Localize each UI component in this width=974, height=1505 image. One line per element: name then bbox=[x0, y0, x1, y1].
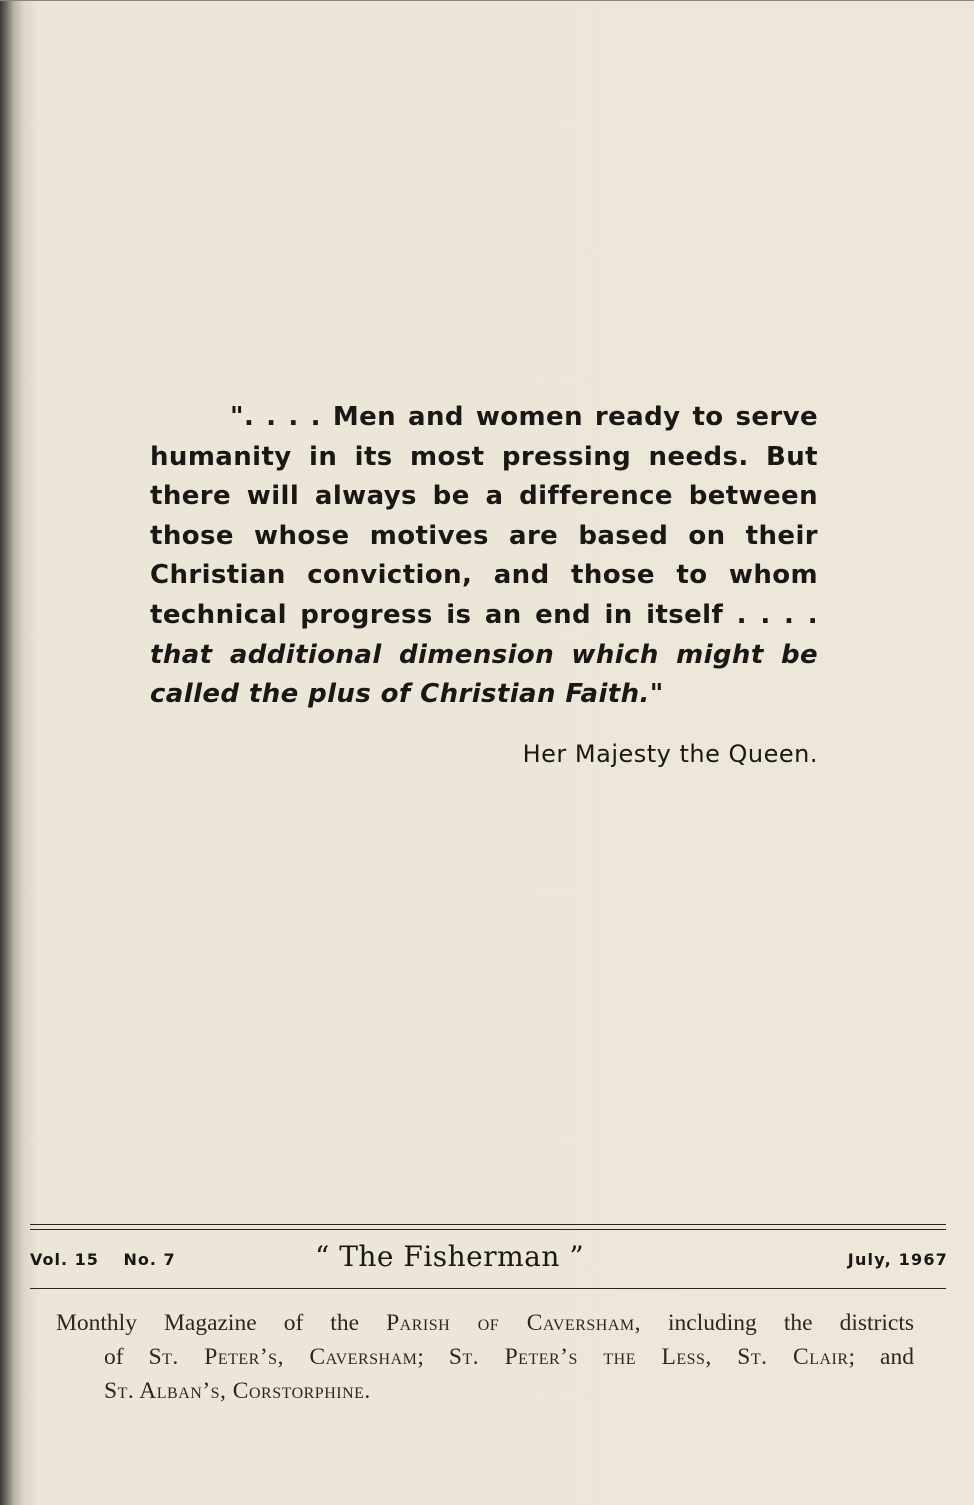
description-text: including the districts bbox=[640, 1310, 915, 1336]
description-text: of bbox=[104, 1344, 149, 1370]
description-text: ; and bbox=[848, 1344, 914, 1370]
queen-quote bbox=[150, 398, 818, 715]
issue-number: No. 7 bbox=[123, 1250, 176, 1269]
description-line-2 bbox=[56, 1340, 914, 1374]
volume-number bbox=[30, 1250, 194, 1269]
issue-date: July, 1967 bbox=[847, 1250, 948, 1269]
description-text: ; bbox=[417, 1344, 449, 1370]
masthead-bottom-rule bbox=[30, 1288, 946, 1289]
quote-line-4: those whose motives are based on their bbox=[150, 520, 818, 551]
masthead-top-rule-inner bbox=[30, 1229, 946, 1230]
quote-line-3: there will always be a difference between bbox=[150, 481, 818, 512]
district-name: St. Peter’s the Less, St. Clair bbox=[448, 1344, 849, 1370]
magazine-title: “ The Fisherman ” bbox=[315, 1240, 585, 1273]
quote-line-1: ". . . . Men and women ready to serve bbox=[230, 402, 818, 432]
quote-line-5: Christian conviction, and those to whom bbox=[150, 560, 818, 591]
top-edge-rule bbox=[0, 0, 974, 1]
masthead-top-rule bbox=[30, 1224, 946, 1225]
description-text: Monthly Magazine of the bbox=[56, 1310, 387, 1336]
magazine-description bbox=[56, 1306, 914, 1408]
quote-line-6: technical progress is an end in itself . . . . bbox=[150, 599, 818, 630]
quote-line-2: humanity in its most pressing needs. But bbox=[150, 441, 818, 472]
masthead bbox=[30, 1240, 948, 1280]
description-line-1 bbox=[56, 1306, 914, 1340]
quote-attribution: Her Majesty the Queen. bbox=[522, 740, 818, 768]
district-name: St. Peter’s, Caversham bbox=[148, 1344, 418, 1370]
description-line-3: St. Alban’s, Corstorphine. bbox=[104, 1378, 371, 1404]
quote-italic-line-2: called the plus of Christian Faith." bbox=[150, 679, 664, 710]
parish-name: Parish of Caversham, bbox=[386, 1310, 641, 1336]
volume-label: Vol. 15 bbox=[30, 1250, 99, 1269]
quote-italic-line-1: that additional dimension which might be bbox=[150, 639, 818, 670]
